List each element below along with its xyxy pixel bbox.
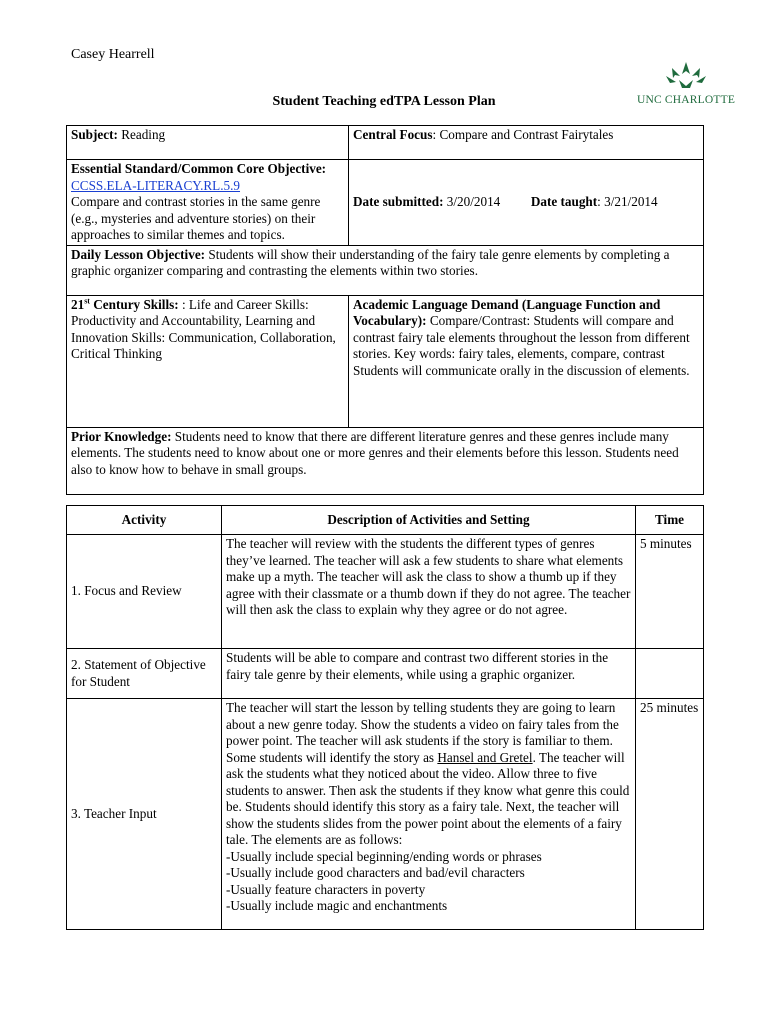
standard-text: Compare and contrast stories in the same genre (e.g., mysteries and adventure stories) on their approaches to similar themes and topics. [71,194,321,242]
description-cell: Students will be able to compare and contrast two different stories in the fairy tale genre by their elements, while using a graphic organizer. [222,649,636,699]
subject-cell: Subject: Reading [67,126,349,160]
central-focus-cell: Central Focus: Compare and Contrast Fairytales [349,126,704,160]
table-row [67,699,704,930]
table-header-row [67,506,704,535]
standard-label: Essential Standard/Common Core Objective: [71,161,327,176]
list-item: -Usually feature characters in poverty [226,881,426,897]
lesson-info-table [66,125,704,495]
standard-cell [67,160,349,246]
academic-language-cell: Academic Language Demand (Language Function and Vocabulary): Compare/Contrast: Students will compare and contrast fairy tale elements throughout the lesson from different stories. Key words: fairy tales, elements, compare, contrast Students will communicate orally in the discussion of elements. [349,295,704,427]
page-title: Student Teaching edTPA Lesson Plan [272,94,496,109]
activity-cell: 3. Teacher Input [67,699,222,930]
description-header: Description of Activities and Setting [222,506,636,535]
time-cell [636,649,704,699]
standard-link[interactable]: CCSS.ELA-LITERACY.RL.5.9 [71,177,241,193]
activity-header: Activity [67,506,222,535]
time-cell: 5 minutes [636,535,704,649]
dates-cell: Date submitted: 3/20/2014 Date taught: 3/21/2014 [349,160,704,246]
list-item: -Usually include magic and enchantments [226,898,448,913]
author-name: Casey Hearrell [71,47,155,62]
activity-cell: 1. Focus and Review [67,535,222,649]
daily-objective-cell: Daily Lesson Objective: Students will show their understanding of the fairy tale genre elements by completing a graphic organizer comparing and contrasting the elements within two stories. [67,245,704,295]
description-cell: The teacher will start the lesson by telling students they are going to learn about a new genre today. Show the students a video on fairy tales from the power point. The teacher will ask students if the story is familiar to them. Some students will identify the story as Hansel and Gretel. The teacher will ask the students what they noticed about the video. Allow three to five students to answer. Then ask the students if they know what genre this could be. Students should identify this story as a fairy tale. Next, the teacher will show the students slides from the power point about the elements of a fairy tale. The elements are as follows: -Usually include special beginning/ending words or phrases -Usually include good characters and bad/evil characters -Usually feature characters in poverty -Usually include magic and enchantments [222,699,636,930]
activities-table [66,505,704,930]
time-header: Time [636,506,704,535]
crown-leaf-icon [632,60,740,94]
skills-cell: 21st Century Skills: : Life and Career Skills: Productivity and Accountability, Learning and Innovation Skills: Communication, Collaboration, Critical Thinking [67,295,349,427]
time-cell: 25 minutes [636,699,704,930]
logo-text: UNC CHARLOTTE [636,94,736,106]
description-cell: The teacher will review with the students the different types of genres they’ve learned. The teacher will ask a few students to share what elements make up a myth. The teacher will ask the class to show a thumb up if they agree with their classmate or a thumb down if they do not agree. The teacher will then ask the class to explain why they agree or do not agree. [222,535,636,649]
table-row [67,649,704,699]
story-title: Hansel and Gretel [437,749,533,765]
list-item: -Usually include special beginning/ending words or phrases [226,848,542,864]
activity-cell: 2. Statement of Objective for Student [67,649,222,699]
prior-knowledge-cell: Prior Knowledge: Students need to know that there are different literature genres and these genres include many elements. The students need to know about one or more genres and their elements before this lesson. Students need also to know how to behave in small groups. [67,427,704,494]
list-item: -Usually include good characters and bad/evil characters [226,865,525,880]
table-row [67,535,704,649]
